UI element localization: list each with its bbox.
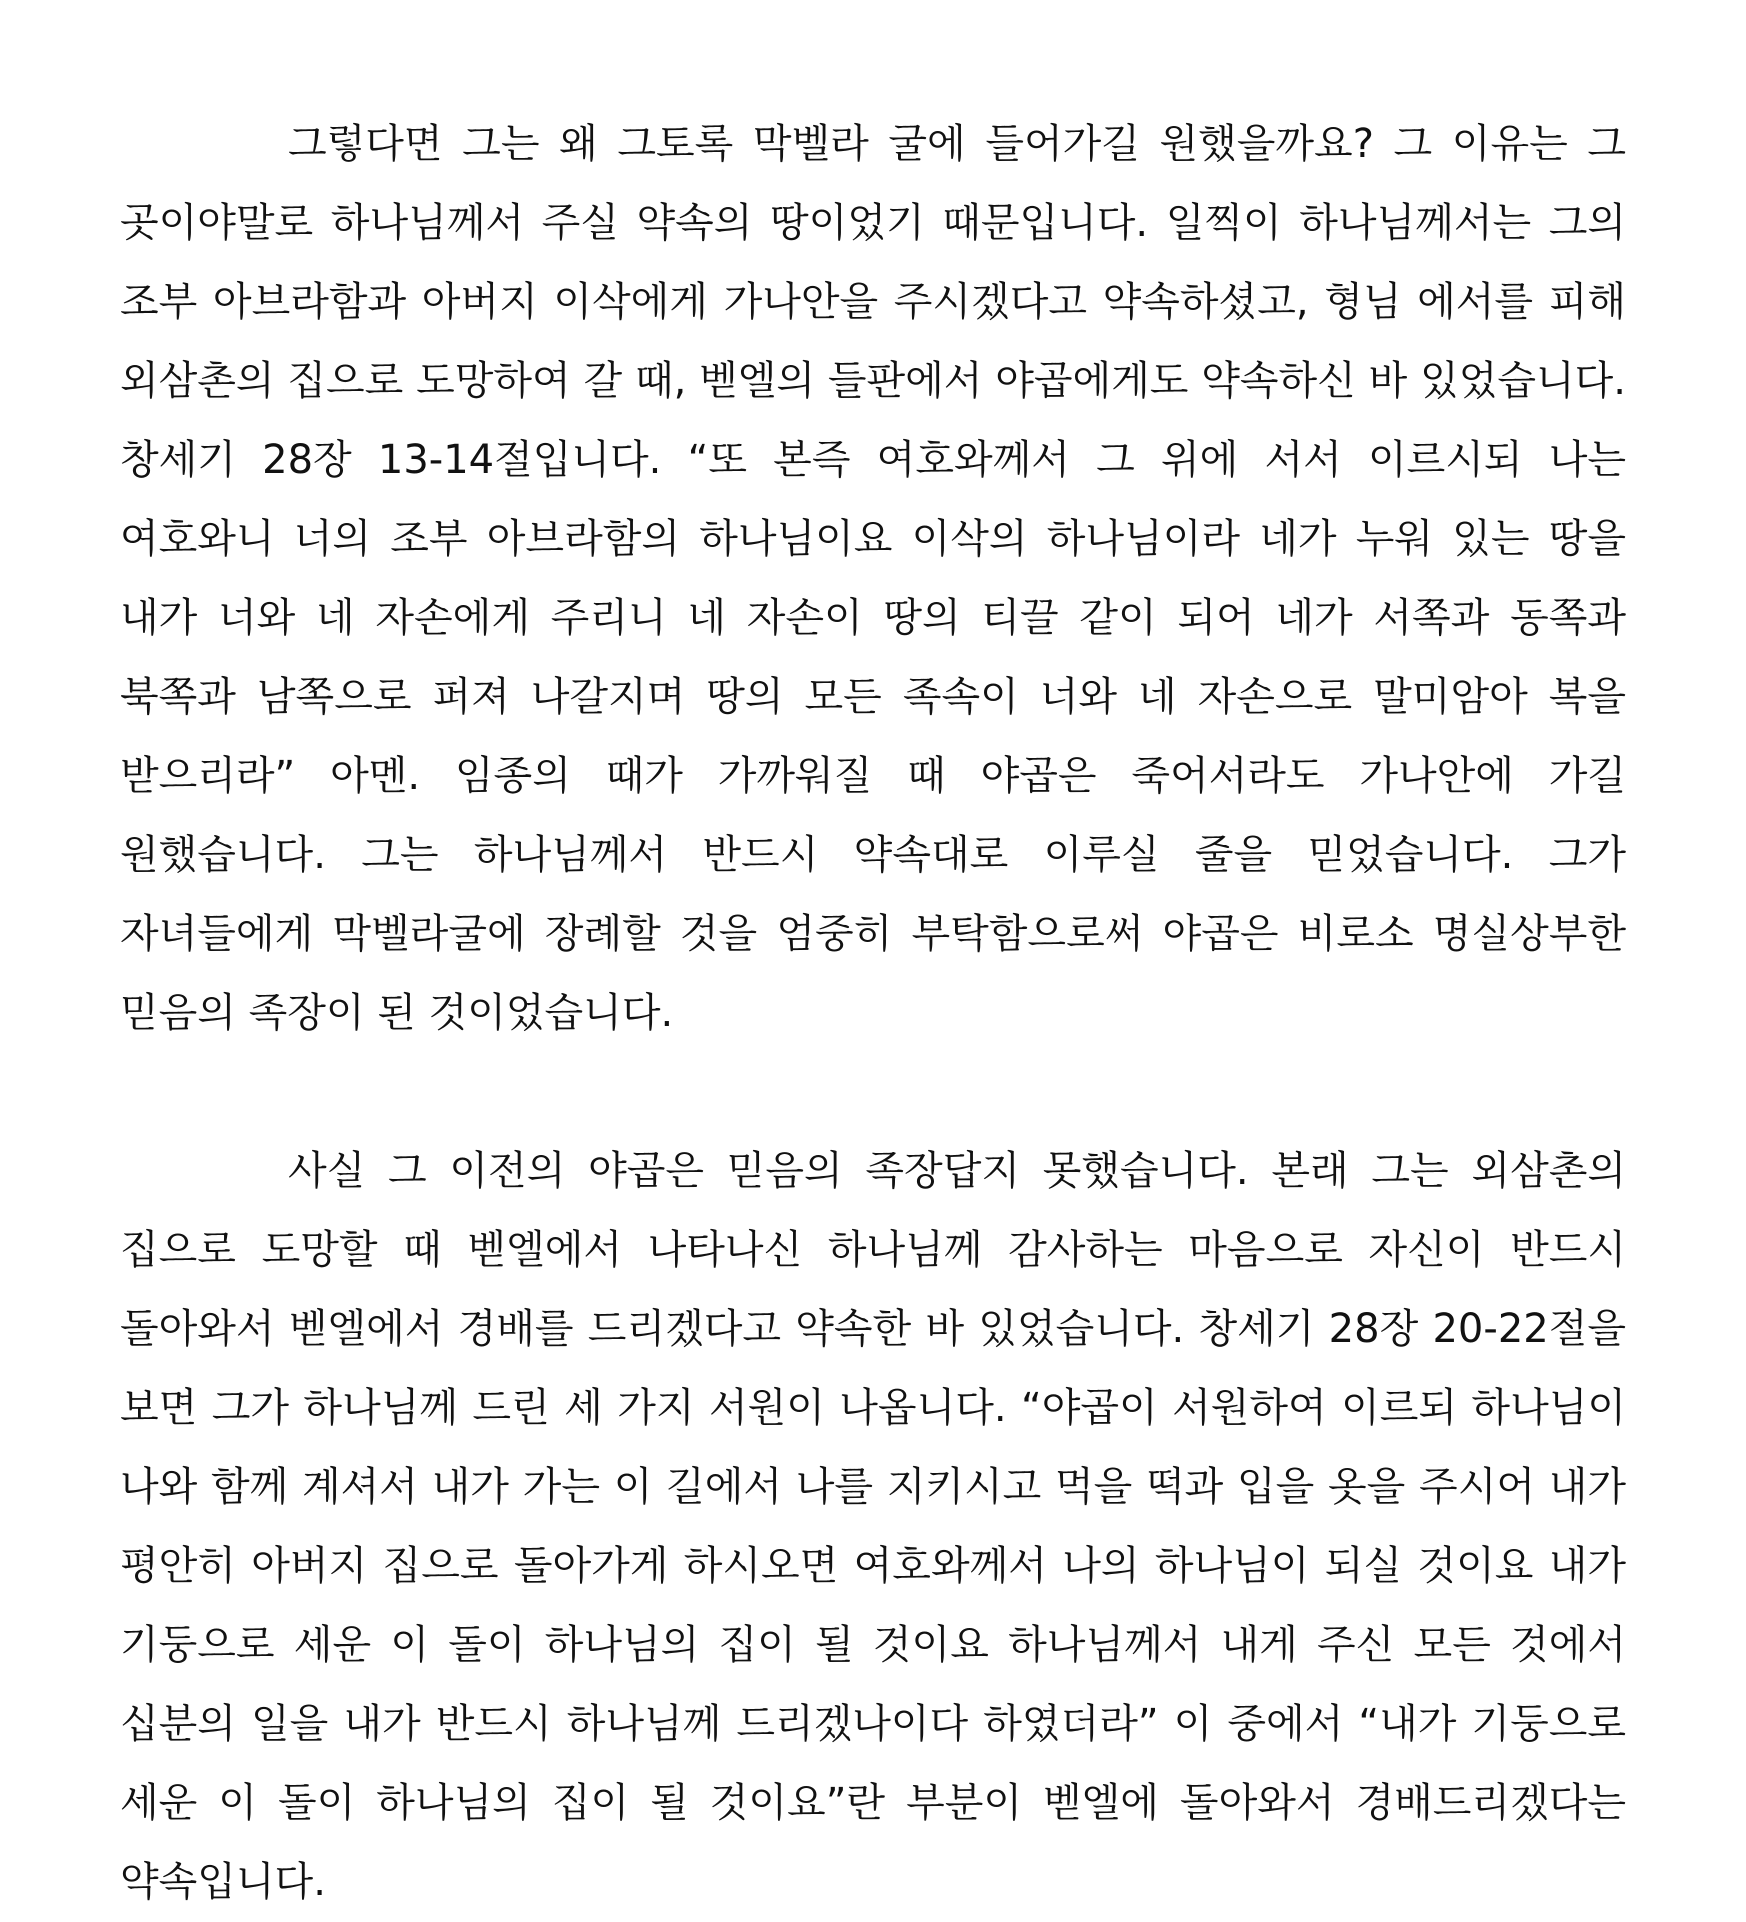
document-page [120, 105, 1626, 1922]
paragraph-2: 사실 그 이전의 야곱은 믿음의 족장답지 못했습니다. 본래 그는 외삼촌의 집으로 도망할 때 벧엘에서 나타나신 하나님께 감사하는 마음으로 자신이 반드시 돌아와서 벧엘에서 경배를 드리겠다고 약속한 바 있었습니다. 창세기 28장 20-22절을 보면 그가 하나님께 드린 세 가지 서원이 나옵니다. “야곱이 서원하여 이르되 하나님이 나와 함께 계셔서 내가 가는 이 길에서 나를 지키시고 먹을 떡과 입을 옷을 주시어 내가 평안히 아버지 집으로 돌아가게 하시오면 여호와께서 나의 하나님이 되실 것이요 내가 기둥으로 세운 이 돌이 하나님의 집이 될 것이요 하나님께서 내게 주신 모든 것에서 십분의 일을 내가 반드시 하나님께 드리겠나이다 하였더라” 이 중에서 “내가 기둥으로 세운 이 돌이 하나님의 집이 될 것이요”란 부분이 벧엘에 돌아와서 경배드리겠다는 약속입니다. [120, 1148, 1626, 1905]
paragraph-1: 그렇다면 그는 왜 그토록 막벨라 굴에 들어가길 원했을까요? 그 이유는 그 곳이야말로 하나님께서 주실 약속의 땅이었기 때문입니다. 일찍이 하나님께서는 그의 조부 아브라함과 아버지 이삭에게 가나안을 주시겠다고 약속하셨고, 형님 에서를 피해 외삼촌의 집으로 도망하여 갈 때, 벧엘의 들판에서 야곱에게도 약속하신 바 있었습니다. 창세기 28장 13-14절입니다. “또 본즉 여호와께서 그 위에 서서 이르시되 나는 여호와니 너의 조부 아브라함의 하나님이요 이삭의 하나님이라 네가 누워 있는 땅을 내가 너와 네 자손에게 주리니 네 자손이 땅의 티끌 같이 되어 네가 서쪽과 동쪽과 북쪽과 남쪽으로 퍼져 나갈지며 땅의 모든 족속이 너와 네 자손으로 말미암아 복을 받으리라” 아멘. 임종의 때가 가까워질 때 야곱은 죽어서라도 가나안에 가길 원했습니다. 그는 하나님께서 반드시 약속대로 이루실 줄을 믿었습니다. 그가 자녀들에게 막벨라굴에 장례할 것을 엄중히 부탁함으로써 야곱은 비로소 명실상부한 믿음의 족장이 된 것이었습니다. [120, 121, 1626, 1036]
